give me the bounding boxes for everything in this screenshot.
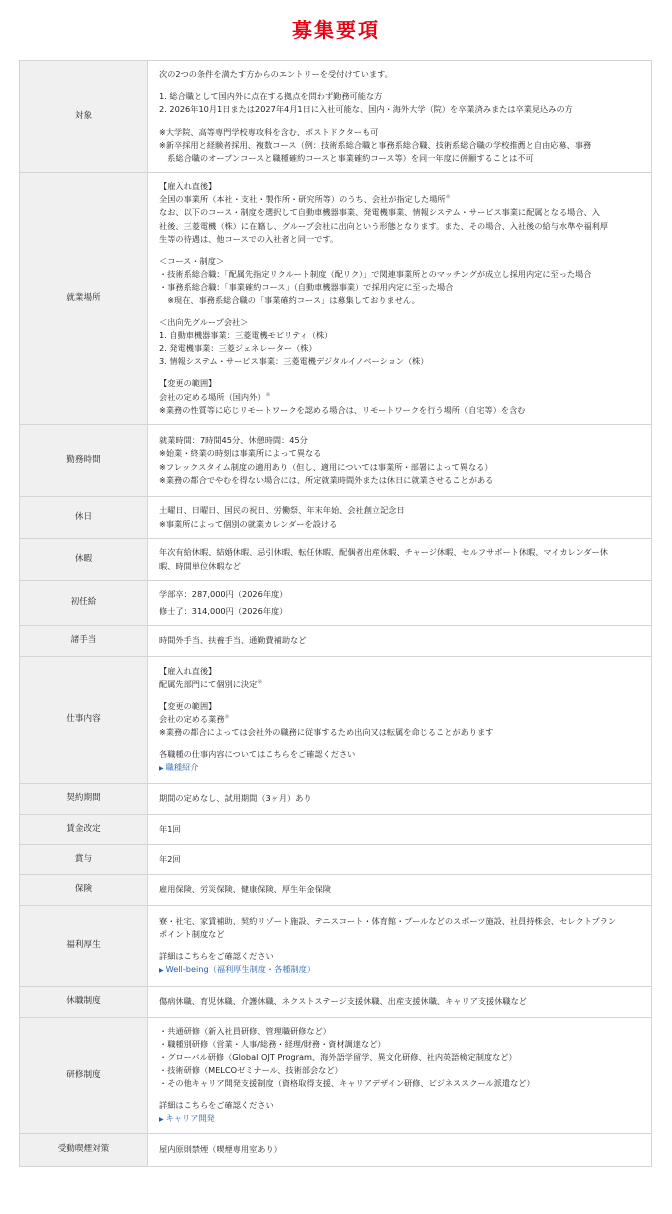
training-link-row — [159, 1112, 645, 1126]
insurance-text: 雇用保険、労災保険、健康保険、厚生年金保険 — [159, 884, 331, 895]
row-content-workplace — [148, 173, 652, 425]
row-label-salary: 初任給 — [20, 581, 148, 626]
bonus-text: 年2回 — [159, 853, 181, 864]
row-content-raise — [148, 815, 652, 845]
row-content-hours — [148, 425, 652, 497]
contract-text: 期間の定めなし、試用期間（3ヶ月）あり — [159, 793, 312, 804]
requirements-table — [19, 60, 652, 1167]
row-content-bonus — [148, 845, 652, 875]
salary-master: 修士了：314,000円（2026年度） — [159, 606, 288, 616]
table-row — [20, 657, 652, 784]
row-label-bonus: 賞与 — [20, 845, 148, 875]
note-mark: ※ — [265, 390, 271, 398]
row-label-absence: 休職制度 — [20, 987, 148, 1018]
target-intro: 次の2つの条件を満たす方からのエントリーを受付けています。 — [159, 69, 393, 80]
row-label-hours: 勤務時間 — [20, 425, 148, 497]
table-row — [20, 497, 652, 539]
career-development-link[interactable]: キャリア開発 — [165, 1113, 215, 1124]
job-change-scope — [159, 700, 645, 726]
job-types-link[interactable]: 職種紹介 — [165, 762, 199, 773]
training-details-text: 詳細はこちらをご確認ください — [159, 1100, 274, 1111]
row-label-leave: 休暇 — [20, 539, 148, 581]
note-mark: ※ — [257, 678, 263, 686]
row-content-welfare — [148, 906, 652, 987]
row-label-target: 対象 — [20, 61, 148, 173]
page-title: 募集要項 — [292, 18, 380, 42]
welfare-details-text: 詳細はこちらをご確認ください — [159, 951, 274, 961]
training-list: ・共通研修（新入社員研修、管理職研修など） ・職種別研修（営業・人事/総務・経理/財務・資材調達など） ・グローバル研修（Global OJT Program、海外語学留学、異文化研修、社内英語検定制度など） ・技術研修（MELCOゼミナール、技術部会など） ・その他キャリア開発支援制度（資格取得支援、キャリアデザイン研修、ビジネススクール派遣など） — [159, 1025, 535, 1089]
row-content-salary — [148, 581, 652, 626]
table-row — [20, 626, 652, 657]
target-conditions: 1. 総合職として国内外に点在する拠点を問わず勤務可能な方 2. 2026年10月1日または2027年4月1日に入社可能な、国内・海外大学（院）を卒業済みまたは卒業見込みの方 — [159, 91, 573, 115]
row-label-raise: 賃金改定 — [20, 815, 148, 845]
workplace-change-text: 【変更の範囲】 会社の定める場所（国内外） — [159, 378, 266, 402]
salary-bachelor: 学部卒：287,000円（2026年度） — [159, 588, 288, 599]
note-mark: ※ — [224, 713, 230, 721]
row-label-training: 研修制度 — [20, 1018, 148, 1134]
job-change-text: 【変更の範囲】 会社の定める業務 — [159, 700, 225, 724]
table-row — [20, 815, 652, 845]
table-row — [20, 987, 652, 1018]
table-row — [20, 581, 652, 626]
row-content-absence — [148, 987, 652, 1018]
row-label-smoking: 受動喫煙対策 — [20, 1134, 148, 1167]
smoking-text: 屋内原則禁煙（喫煙専用室あり） — [159, 1144, 282, 1155]
row-content-holidays — [148, 497, 652, 539]
raise-text: 年1回 — [159, 823, 181, 834]
table-row — [20, 539, 652, 581]
allowance-text: 時間外手当、扶養手当、通勤費補助など — [159, 635, 307, 646]
row-label-insurance: 保険 — [20, 875, 148, 906]
row-label-holidays: 休日 — [20, 497, 148, 539]
row-content-allowance — [148, 626, 652, 657]
row-content-contract — [148, 784, 652, 815]
workplace-initial-text: 【雇入れ直後】 全国の事業所（本社・支社・製作所・研究所等）のうち、会社が指定した場所 — [159, 181, 446, 205]
job-transfer-note: ※業務の都合によっては会社外の職務に従事するため出向又は転属を命じることがあります — [159, 727, 494, 738]
note-mark: ※ — [445, 193, 451, 201]
triangle-right-icon: ▶ — [159, 765, 164, 773]
row-content-target — [148, 61, 652, 173]
table-row — [20, 1018, 652, 1134]
job-initial — [159, 665, 645, 691]
row-label-contract: 契約期間 — [20, 784, 148, 815]
target-notes: ※大学院、高等専門学校専攻科を含む、ポストドクターも可 ※新卒採用と経験者採用、複数コース（例：技術系総合職と事務系総合職、技術系総合職の学校推薦と自由応募、事務 系総合職のオープンコースと職種確約コースと事業確約コース等）を同一年度に併願することは不可 — [159, 126, 592, 163]
job-initial-text: 【雇入れ直後】 配属先部門にて個別に決定 — [159, 665, 258, 689]
row-content-job — [148, 657, 652, 784]
wellbeing-link[interactable]: Well-being（福利厚生制度・各種制度） — [165, 964, 316, 975]
row-content-training — [148, 1018, 652, 1134]
table-row — [20, 173, 652, 425]
triangle-right-icon: ▶ — [159, 1116, 164, 1124]
holidays-text: 土曜日、日曜日、国民の祝日、労働祭、年末年始、会社創立記念日 ※事業所によって個別の就業カレンダーを設ける — [159, 505, 405, 529]
row-label-job: 仕事内容 — [20, 657, 148, 784]
workplace-initial — [159, 180, 645, 206]
table-row — [20, 784, 652, 815]
row-label-welfare: 福利厚生 — [20, 906, 148, 987]
workplace-group-companies: ＜出向先グループ会社＞ 1. 自動車機器事業：三菱電機モビリティ（株） 2. 発電機事業：三菱ジェネレーター（株） 3. 情報システム・サービス事業：三菱電機デジタルイノベーション（株） — [159, 317, 429, 367]
table-row — [20, 425, 652, 497]
triangle-right-icon: ▶ — [159, 967, 164, 975]
workplace-change-scope — [159, 377, 645, 403]
welfare-text: 寮・社宅、家賃補助、契約リゾート施設、テニスコート・体育館・プールなどのスポーツ施設、社員持株会、セレクトプラン ポイント制度など — [159, 915, 617, 939]
table-row — [20, 875, 652, 906]
workplace-remote-note: ※業務の性質等に応じリモートワークを認める場合は、リモートワークを行う場所（自宅等）を含む — [159, 404, 526, 415]
hours-text: 就業時間：7時間45分、休憩時間：45分 ※始業・終業の時刻は事業所によって異なる ※フレックスタイム制度の適用あり（但し、適用については事業所・部署によって異なる） ※業務の都合でやむを得ない場合には、所定就業時間外または休日に就業させることがある — [159, 435, 494, 485]
workplace-group-note: なお、以下のコース・制度を選択して自動車機器事業、発電機事業、情報システム・サービス事業に配属となる場合、入 社後、三菱電機（株）に在籍し、グループ会社に出向という形態となります。また、その場合、入社後の給与水準や福利厚 生等の待遇は、他コースでの入社者と同一です。 — [159, 207, 609, 244]
absence-text: 傷病休職、育児休職、介護休職、ネクストステージ支援休職、出産支援休職、キャリア支援休職など — [159, 996, 527, 1007]
leave-text: 年次有給休暇、結婚休暇、忌引休暇、転任休暇、配偶者出産休暇、チャージ休暇、セルフサポート休暇、マイカレンダー休 暇、時間単位休暇など — [159, 547, 608, 571]
workplace-courses: ＜コース・制度＞ ・技術系総合職：「配属先指定リクルート制度（配リク）」で関連事業所とのマッチングが成立し採用内定に至った場合 ・事務系総合職：「事業確約コース」（自動車機器事業）で採用内定に至った場合 ※現在、事務系総合職の「事業確約コース」は募集しておりません。 — [159, 255, 592, 305]
row-label-workplace: 就業場所 — [20, 173, 148, 425]
job-link-row — [159, 761, 645, 775]
row-content-insurance — [148, 875, 652, 906]
table-row — [20, 1134, 652, 1167]
job-details-text: 各職種の仕事内容についてはこちらをご確認ください — [159, 749, 356, 760]
row-content-leave — [148, 539, 652, 581]
row-content-smoking — [148, 1134, 652, 1167]
table-row — [20, 906, 652, 987]
welfare-link-row — [159, 963, 645, 977]
row-label-allowance: 諸手当 — [20, 626, 148, 657]
table-row — [20, 61, 652, 173]
table-row — [20, 845, 652, 875]
